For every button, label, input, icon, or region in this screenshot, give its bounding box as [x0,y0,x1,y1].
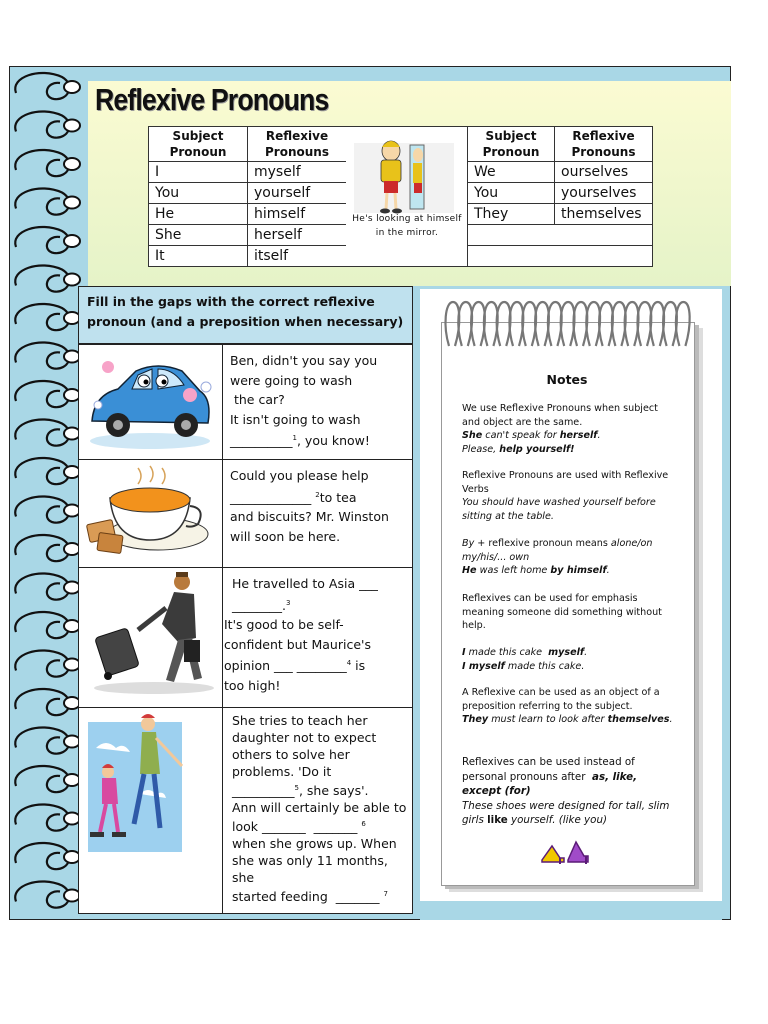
exercise-item [78,707,413,914]
text-line [232,886,412,905]
table-cell: You [468,183,555,204]
notepad-rings-icon [437,296,697,356]
spiral-coil-icon [15,150,69,176]
note-example: yourself. (like you) [507,814,607,826]
traveller-icon [78,568,222,706]
table-cell: You [149,183,248,204]
table-header: Subject Pronoun [468,127,555,162]
note-block [462,755,676,828]
note-example: . [606,565,610,576]
note-emphasis: He [462,565,477,576]
gap-7[interactable]: started feeding _______ [232,889,384,905]
note-example: By + [462,538,489,549]
notes-title: Notes [546,372,588,387]
note-emphasis: like [487,814,508,826]
exercise-item [78,459,413,567]
table-cell: itself [248,246,347,267]
note-text: Reflexive Pronouns are used with Reflexive Verbs [462,470,669,495]
page-title: Reflexive Pronouns [95,82,329,117]
text-line: He travelled to Asia ___ [232,576,378,591]
text-line: the car? [230,392,285,407]
spiral-coil-icon [15,496,69,522]
spiral-hole-icon [64,235,80,247]
text-line: when she grows up. When [232,836,397,852]
table-cell: I [149,162,248,183]
gap-5[interactable]: __________ [232,783,295,799]
note-example: These shoes were designed for tall, slim girls [462,799,670,826]
table-header: Reflexive Pronouns [555,127,653,162]
table-cell: himself [248,204,347,225]
note-example: can't speak for [482,430,560,441]
text-line [232,780,412,799]
spiral-coil-icon [15,111,69,137]
table-cell: It [149,246,248,267]
spiral-coil-icon [15,458,69,484]
spiral-hole-icon [64,81,80,93]
spiral-coil-icon [15,843,69,869]
text-line: others to solve her [232,747,350,762]
text-line [232,594,412,616]
spiral-coil-icon [15,535,69,561]
note-block [462,402,676,456]
spiral-coil-icon [15,804,69,830]
pronoun-table-singular [148,126,347,267]
text-line [230,429,410,451]
note-emphasis: myself [548,647,585,658]
skating-family-icon [78,708,222,858]
table-cell: ourselves [555,162,653,183]
spiral-coil-icon [15,227,69,253]
text-line: She tries to teach her [232,713,368,728]
spiral-coil-icon [15,881,69,907]
text-line [230,486,410,508]
gap-number: 3 [285,598,291,607]
note-text: We use Reflexive Pronouns when subject and object are the same. [462,403,658,428]
image-cell [78,708,223,914]
note-block [462,537,676,578]
note-text: Reflexives can be used instead of personal pronouns after [462,756,639,783]
spiral-coil-icon [15,342,69,368]
note-text: A Reflexive can be used as an object of a preposition referring to the subject. [462,687,660,712]
note-emphasis: I [462,647,466,658]
note-emphasis: by himself [550,565,607,576]
notepad-ring-icon [676,302,690,346]
note-block [462,592,676,633]
note-emphasis: herself [559,430,598,441]
note-example: must learn to look after [488,714,608,725]
table-cell: He [149,204,248,225]
text-line [224,654,412,676]
spiral-coil-icon [15,381,69,407]
note-example: . [584,647,588,658]
exercise-item [78,344,413,459]
text-fragment: is [351,658,366,674]
image-cell [78,568,223,707]
text-line: confident but Maurice's [224,636,371,652]
table-cell: She [149,225,248,246]
exercise-text [230,351,410,451]
spiral-coil-icon [15,689,69,715]
exercise-text [224,574,412,695]
gap-number: 2 [315,490,320,499]
text-line: Ann will certainly be able to [232,800,407,816]
note-block [462,646,676,673]
table-cell: myself [248,162,347,183]
text-fragment: , you know! [296,433,370,449]
text-line: and biscuits? Mr. Winston [230,509,389,525]
spiral-coil-icon [15,419,69,445]
text-line: It isn't going to wash [230,411,361,427]
washing-car-icon [78,345,222,458]
note-emphasis: themselves [607,714,670,725]
spiral-coil-icon [15,188,69,214]
table-cell: yourselves [555,183,653,204]
note-example: made this cake [465,647,549,658]
pronoun-table-plural [467,126,653,267]
table-cell: We [468,162,555,183]
text-fragment: to tea [319,489,357,505]
text-line: daughter not to expect [232,730,377,745]
spiral-coil-icon [15,573,69,599]
mirror-caption: He's looking at himself in the mirror. [352,214,462,238]
table-header: Reflexive Pronouns [248,127,347,162]
gap-1[interactable]: __________ [230,433,293,449]
text-line [232,816,412,835]
note-block [462,469,676,523]
text-line: Could you please help [230,468,369,483]
table-cell-empty [468,225,653,246]
spiral-hole-icon [64,158,80,170]
table-header: Subject Pronoun [149,127,248,162]
gap-3[interactable]: ________. [232,597,286,613]
text-line: she was only 11 months, she [232,853,388,886]
exercise-text [230,466,410,546]
notes-panel-strip [420,901,722,920]
table-cell: herself [248,225,347,246]
spiral-coil-icon [15,304,69,330]
note-text: Reflexives can be used for emphasis meaning someone did something without help. [462,593,662,631]
gap-4[interactable]: opinion ___ ________ [224,658,347,674]
image-cell [78,460,223,567]
text-line: It's good to be self- [224,617,344,633]
gap-6[interactable]: look _______ _______ [232,819,362,835]
note-emphasis: I myself [462,660,505,672]
mirror-illustration-cell [346,126,468,267]
exercise-instruction-box [78,286,413,344]
text-line: were going to wash [230,372,353,388]
gap-2[interactable]: _____________ [230,489,316,505]
text-fragment: , she says'. [298,783,369,799]
table-cell-empty [468,246,653,267]
table-cell: themselves [555,204,653,225]
spiral-hole-icon [64,197,80,209]
note-emphasis: help yourself! [499,443,575,455]
note-example: was left home [476,565,551,576]
note-example: made this cake. [504,660,585,672]
note-block [462,686,676,727]
gap-number: 7 [383,890,388,899]
tea-cup-icon [78,460,222,566]
spiral-coil-icon [15,650,69,676]
spiral-coil-icon [15,727,69,753]
text-line: will soon be here. [230,528,341,544]
note-example: You should have washed yourself before sitting at the table. [462,497,656,522]
exercise-item [78,567,413,707]
spiral-hole-icon [64,120,80,132]
spiral-coil-icon [15,73,69,99]
spiral-coil-icon [15,612,69,638]
gap-number: 6 [361,820,366,829]
image-cell [78,345,223,459]
gap-number: 5 [294,784,299,792]
note-emphasis: as, like, except (for) [462,770,638,797]
gap-number: 4 [346,659,352,668]
spiral-coil-icon [15,766,69,792]
gap-number: 1 [292,434,297,442]
text-line: problems. 'Do it [232,764,332,779]
exercise-text [232,712,412,905]
text-line: Ben, didn't you say you [230,353,378,368]
table-cell: yourself [248,183,347,204]
note-example: . [669,714,673,725]
exercise-instruction: Fill in the gaps with the correct reflexive pronoun (and a preposition when necessary) [87,294,404,329]
shoes-icon [538,836,592,866]
spiral-hole-icon [64,274,80,286]
note-emphasis: She [462,430,483,441]
note-example: alone/on my/his/... own [462,538,653,563]
table-cell: They [468,204,555,225]
note-example: Please, [462,443,500,455]
note-emphasis: They [462,714,489,725]
text-line: too high! [224,677,281,693]
note-example: . [597,430,601,441]
spiral-coil-icon [15,265,69,291]
note-text: reflexive pronoun means [488,538,611,549]
